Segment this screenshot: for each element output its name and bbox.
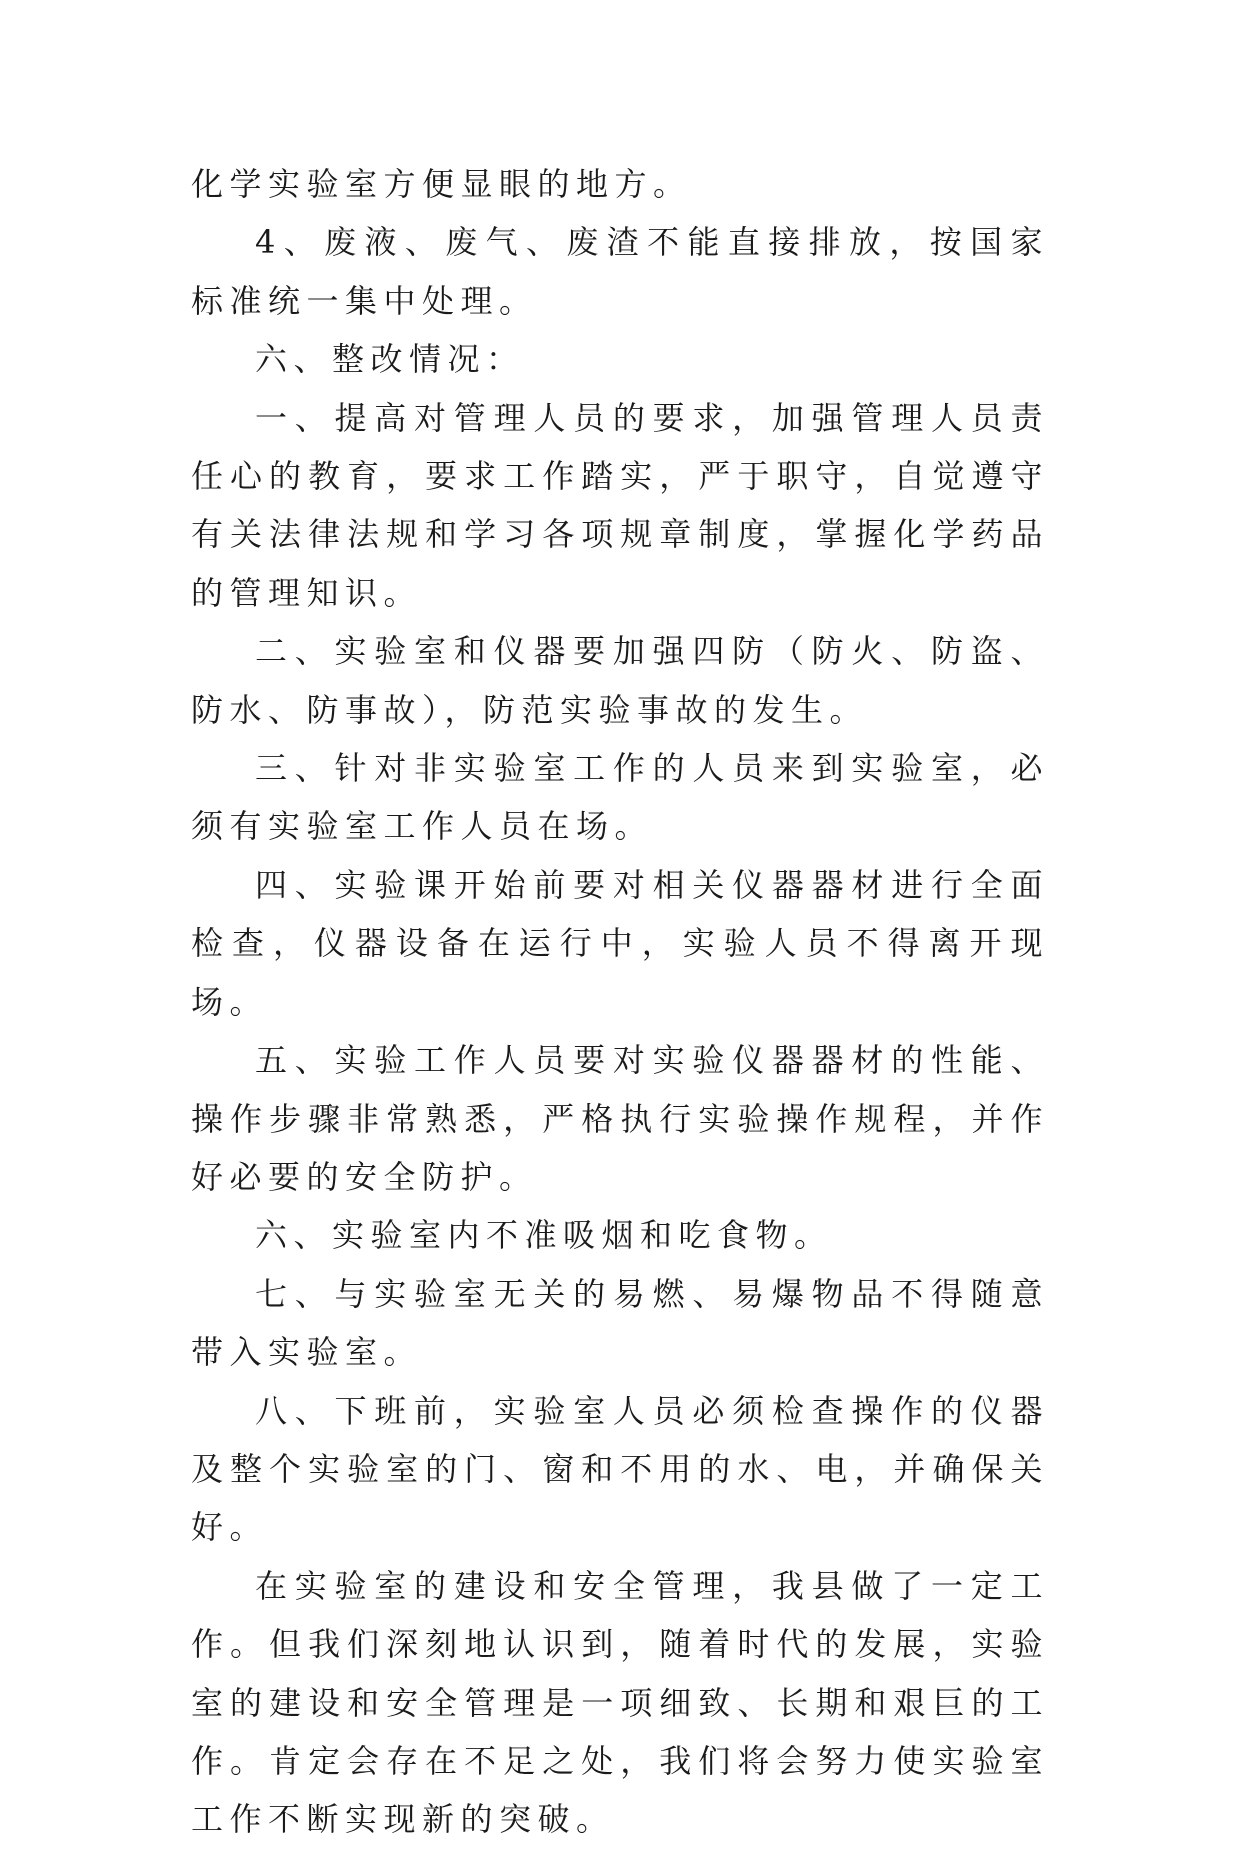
paragraph: 在实验室的建设和安全管理，我县做了一定工作。但我们深刻地认识到，随着时代的发展，实验室的建设和安全管理是一项细致、长期和艰巨的工作。肯定会存在不足之处，我们将会努力使实验室工作不断实现新的突破。 — [191, 1566, 1049, 1839]
paragraph: 化学实验室方便显眼的地方。 — [191, 165, 692, 203]
document-body — [191, 155, 1049, 1849]
section-heading: 六、整改情况： — [255, 340, 525, 379]
paragraph: 二、实验室和仪器要加强四防（防火、防盗、防水、防事故），防范实验事故的发生。 — [191, 632, 1049, 729]
paragraph: 八、下班前，实验室人员必须检查操作的仪器及整个实验室的门、窗和不用的水、电，并确保关好。 — [191, 1391, 1049, 1547]
paragraph: 一、提高对管理人员的要求，加强管理人员责任心的教育，要求工作踏实，严于职守，自觉遵守有关法律法规和学习各项规章制度，掌握化学药品的管理知识。 — [191, 398, 1049, 612]
paragraph: 五、实验工作人员要对实验仪器器材的性能、操作步骤非常熟悉，严格执行实验操作规程，并作好必要的安全防护。 — [191, 1041, 1049, 1196]
paragraph: 四、实验课开始前要对相关仪器器材进行全面检查，仪器设备在运行中，实验人员不得离开现场。 — [191, 865, 1049, 1021]
paragraph: 三、针对非实验室工作的人员来到实验室，必须有实验室工作人员在场。 — [191, 749, 1049, 846]
paragraph: 六、实验室内不准吸烟和吃食物。 — [255, 1216, 833, 1255]
paragraph: 4、废液、废气、废渣不能直接排放，按国家标准统一集中处理。 — [191, 223, 1049, 320]
paragraph: 七、与实验室无关的易燃、易爆物品不得随意带入实验室。 — [191, 1274, 1049, 1372]
